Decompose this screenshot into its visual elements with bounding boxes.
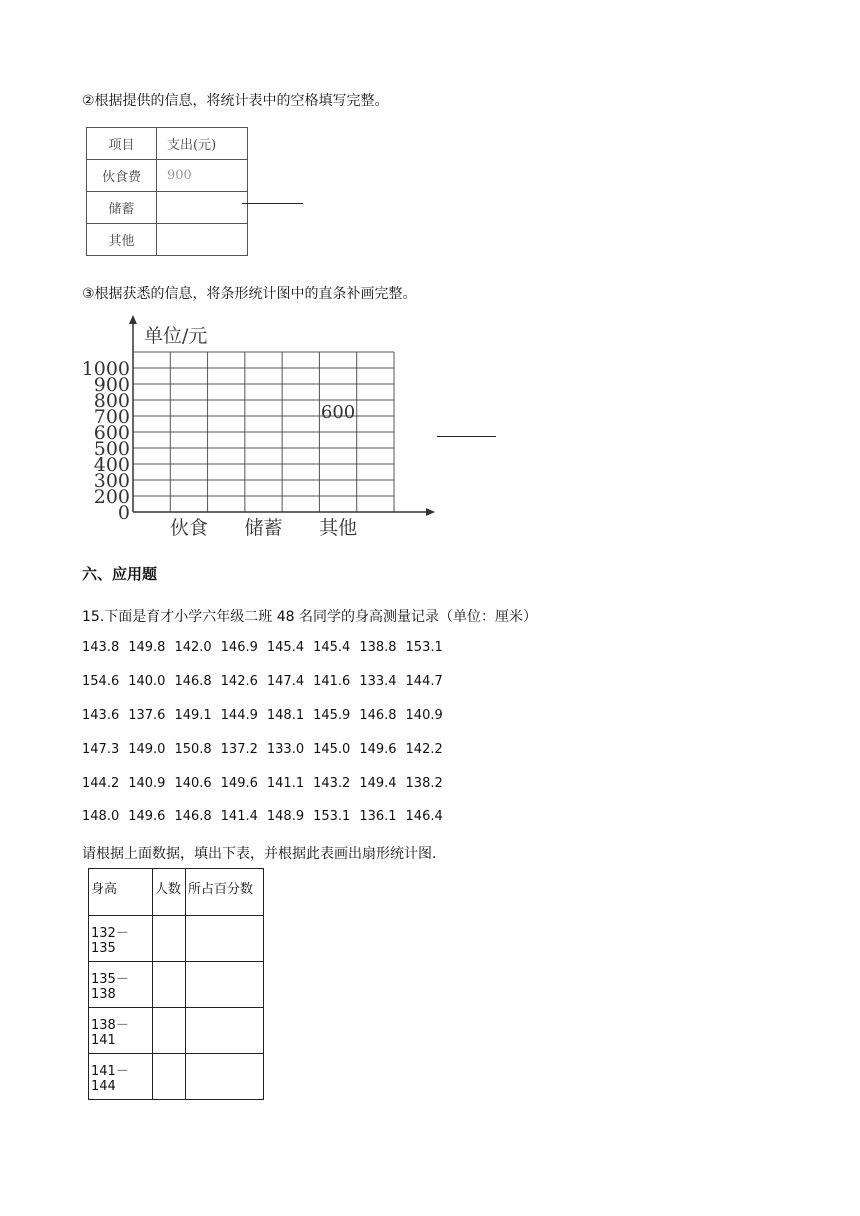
q15-intro: 15.下面是育才小学六年级二班 48 名同学的身高测量记录（单位：厘米）	[82, 609, 537, 625]
data-value: 137.2	[220, 742, 258, 757]
data-value: 141.4	[220, 809, 258, 824]
data-value: 144.9	[220, 708, 258, 723]
answer-cell[interactable]	[186, 1008, 264, 1054]
data-value: 146.9	[220, 640, 258, 655]
data-value: 149.4	[359, 776, 397, 791]
data-value: 146.8	[174, 809, 212, 824]
y-tick-label: 700	[93, 406, 130, 428]
data-value: 138.2	[405, 776, 443, 791]
data-row	[82, 708, 452, 723]
expenditure-table	[86, 127, 248, 256]
data-value: 143.2	[313, 776, 351, 791]
data-value: 148.1	[266, 708, 305, 723]
y-tick-label: 500	[93, 438, 130, 460]
q15-instruction: 请根据上面数据，填出下表，并根据此表画出扇形统计图.	[82, 846, 437, 862]
data-value: 133.4	[359, 674, 397, 689]
data-value: 140.9	[405, 708, 443, 723]
data-value: 149.6	[220, 776, 258, 791]
answer-cell[interactable]	[157, 224, 248, 256]
table-cell: 138－141	[89, 1008, 153, 1054]
category-label: 储蓄	[244, 517, 283, 539]
data-value: 149.6	[359, 742, 397, 757]
data-value: 149.8	[128, 640, 166, 655]
y-tick-label: 300	[93, 470, 130, 492]
data-value: 144.2	[82, 776, 120, 791]
answer-cell[interactable]	[153, 916, 186, 962]
table-cell: 伙食费	[87, 160, 157, 192]
table-cell: 900	[157, 160, 248, 192]
y-tick-label: 400	[93, 454, 130, 476]
data-value: 143.6	[82, 708, 120, 723]
data-value: 136.1	[359, 809, 397, 824]
data-value: 153.1	[405, 640, 443, 655]
q2-instruction: ②根据提供的信息，将统计表中的空格填写完整。	[82, 93, 389, 109]
data-value: 146.4	[405, 809, 443, 824]
table-cell: 141－144	[89, 1054, 153, 1100]
answer-cell[interactable]	[186, 962, 264, 1008]
table-header: 支出(元)	[157, 128, 248, 160]
data-value: 138.8	[359, 640, 397, 655]
y-tick-label: 1000	[81, 358, 130, 380]
data-row	[82, 742, 452, 757]
data-value: 148.9	[266, 809, 305, 824]
data-value: 149.1	[174, 708, 212, 723]
chart-grid	[133, 352, 394, 512]
data-value: 147.4	[266, 674, 305, 689]
data-value: 145.4	[266, 640, 305, 655]
answer-cell[interactable]	[186, 916, 264, 962]
bar-chart	[80, 312, 440, 542]
data-value: 140.9	[128, 776, 166, 791]
data-value: 145.4	[313, 640, 351, 655]
data-value: 145.9	[313, 708, 351, 723]
data-row	[82, 640, 452, 655]
table-cell: 储蓄	[87, 192, 157, 224]
x-axis-arrow	[426, 508, 435, 516]
category-label: 其他	[319, 517, 358, 539]
data-value: 154.6	[82, 674, 120, 689]
data-value: 133.0	[266, 742, 305, 757]
data-value: 140.6	[174, 776, 212, 791]
table-header: 人数	[153, 869, 186, 916]
data-value: 146.8	[174, 674, 212, 689]
data-value: 149.0	[128, 742, 166, 757]
y-tick-label: 800	[93, 390, 130, 412]
y-axis-label: 单位/元	[144, 325, 208, 347]
table-header: 项目	[87, 128, 157, 160]
answer-blank[interactable]	[242, 203, 303, 204]
section-title: 六、应用题	[82, 565, 158, 583]
data-value: 146.8	[359, 708, 397, 723]
data-value: 141.6	[313, 674, 351, 689]
data-row	[82, 674, 452, 689]
data-value: 153.1	[313, 809, 351, 824]
data-value: 140.0	[128, 674, 166, 689]
table-header: 所占百分数	[186, 869, 264, 916]
data-value: 142.0	[174, 640, 212, 655]
data-value: 144.7	[405, 674, 443, 689]
q3-instruction: ③根据获悉的信息，将条形统计图中的直条补画完整。	[82, 286, 417, 302]
data-value: 148.0	[82, 809, 120, 824]
y-tick-label: 900	[93, 374, 130, 396]
table-cell: 其他	[87, 224, 157, 256]
category-label: 伙食	[169, 517, 208, 539]
data-value: 149.6	[128, 809, 166, 824]
data-value: 145.0	[313, 742, 351, 757]
data-value: 137.6	[128, 708, 166, 723]
data-row	[82, 776, 452, 791]
answer-cell[interactable]	[153, 1008, 186, 1054]
data-value: 150.8	[174, 742, 212, 757]
answer-cell[interactable]	[153, 962, 186, 1008]
answer-cell[interactable]	[157, 192, 248, 224]
data-row	[82, 809, 452, 824]
y-tick-label: 600	[93, 422, 130, 444]
y-tick-label: 0	[117, 502, 130, 524]
data-value: 142.2	[405, 742, 443, 757]
data-annotation: 600	[320, 402, 356, 423]
height-table	[88, 868, 264, 1100]
table-header: 身高	[89, 869, 153, 916]
answer-cell[interactable]	[186, 1054, 264, 1100]
table-cell: 132－135	[89, 916, 153, 962]
data-value: 141.1	[266, 776, 305, 791]
data-value: 143.8	[82, 640, 120, 655]
answer-blank[interactable]	[437, 436, 496, 437]
y-tick-label: 200	[93, 486, 130, 508]
data-value: 147.3	[82, 742, 120, 757]
data-value: 142.6	[220, 674, 258, 689]
y-axis-arrow	[129, 315, 137, 324]
table-cell: 135－138	[89, 962, 153, 1008]
answer-cell[interactable]	[153, 1054, 186, 1100]
